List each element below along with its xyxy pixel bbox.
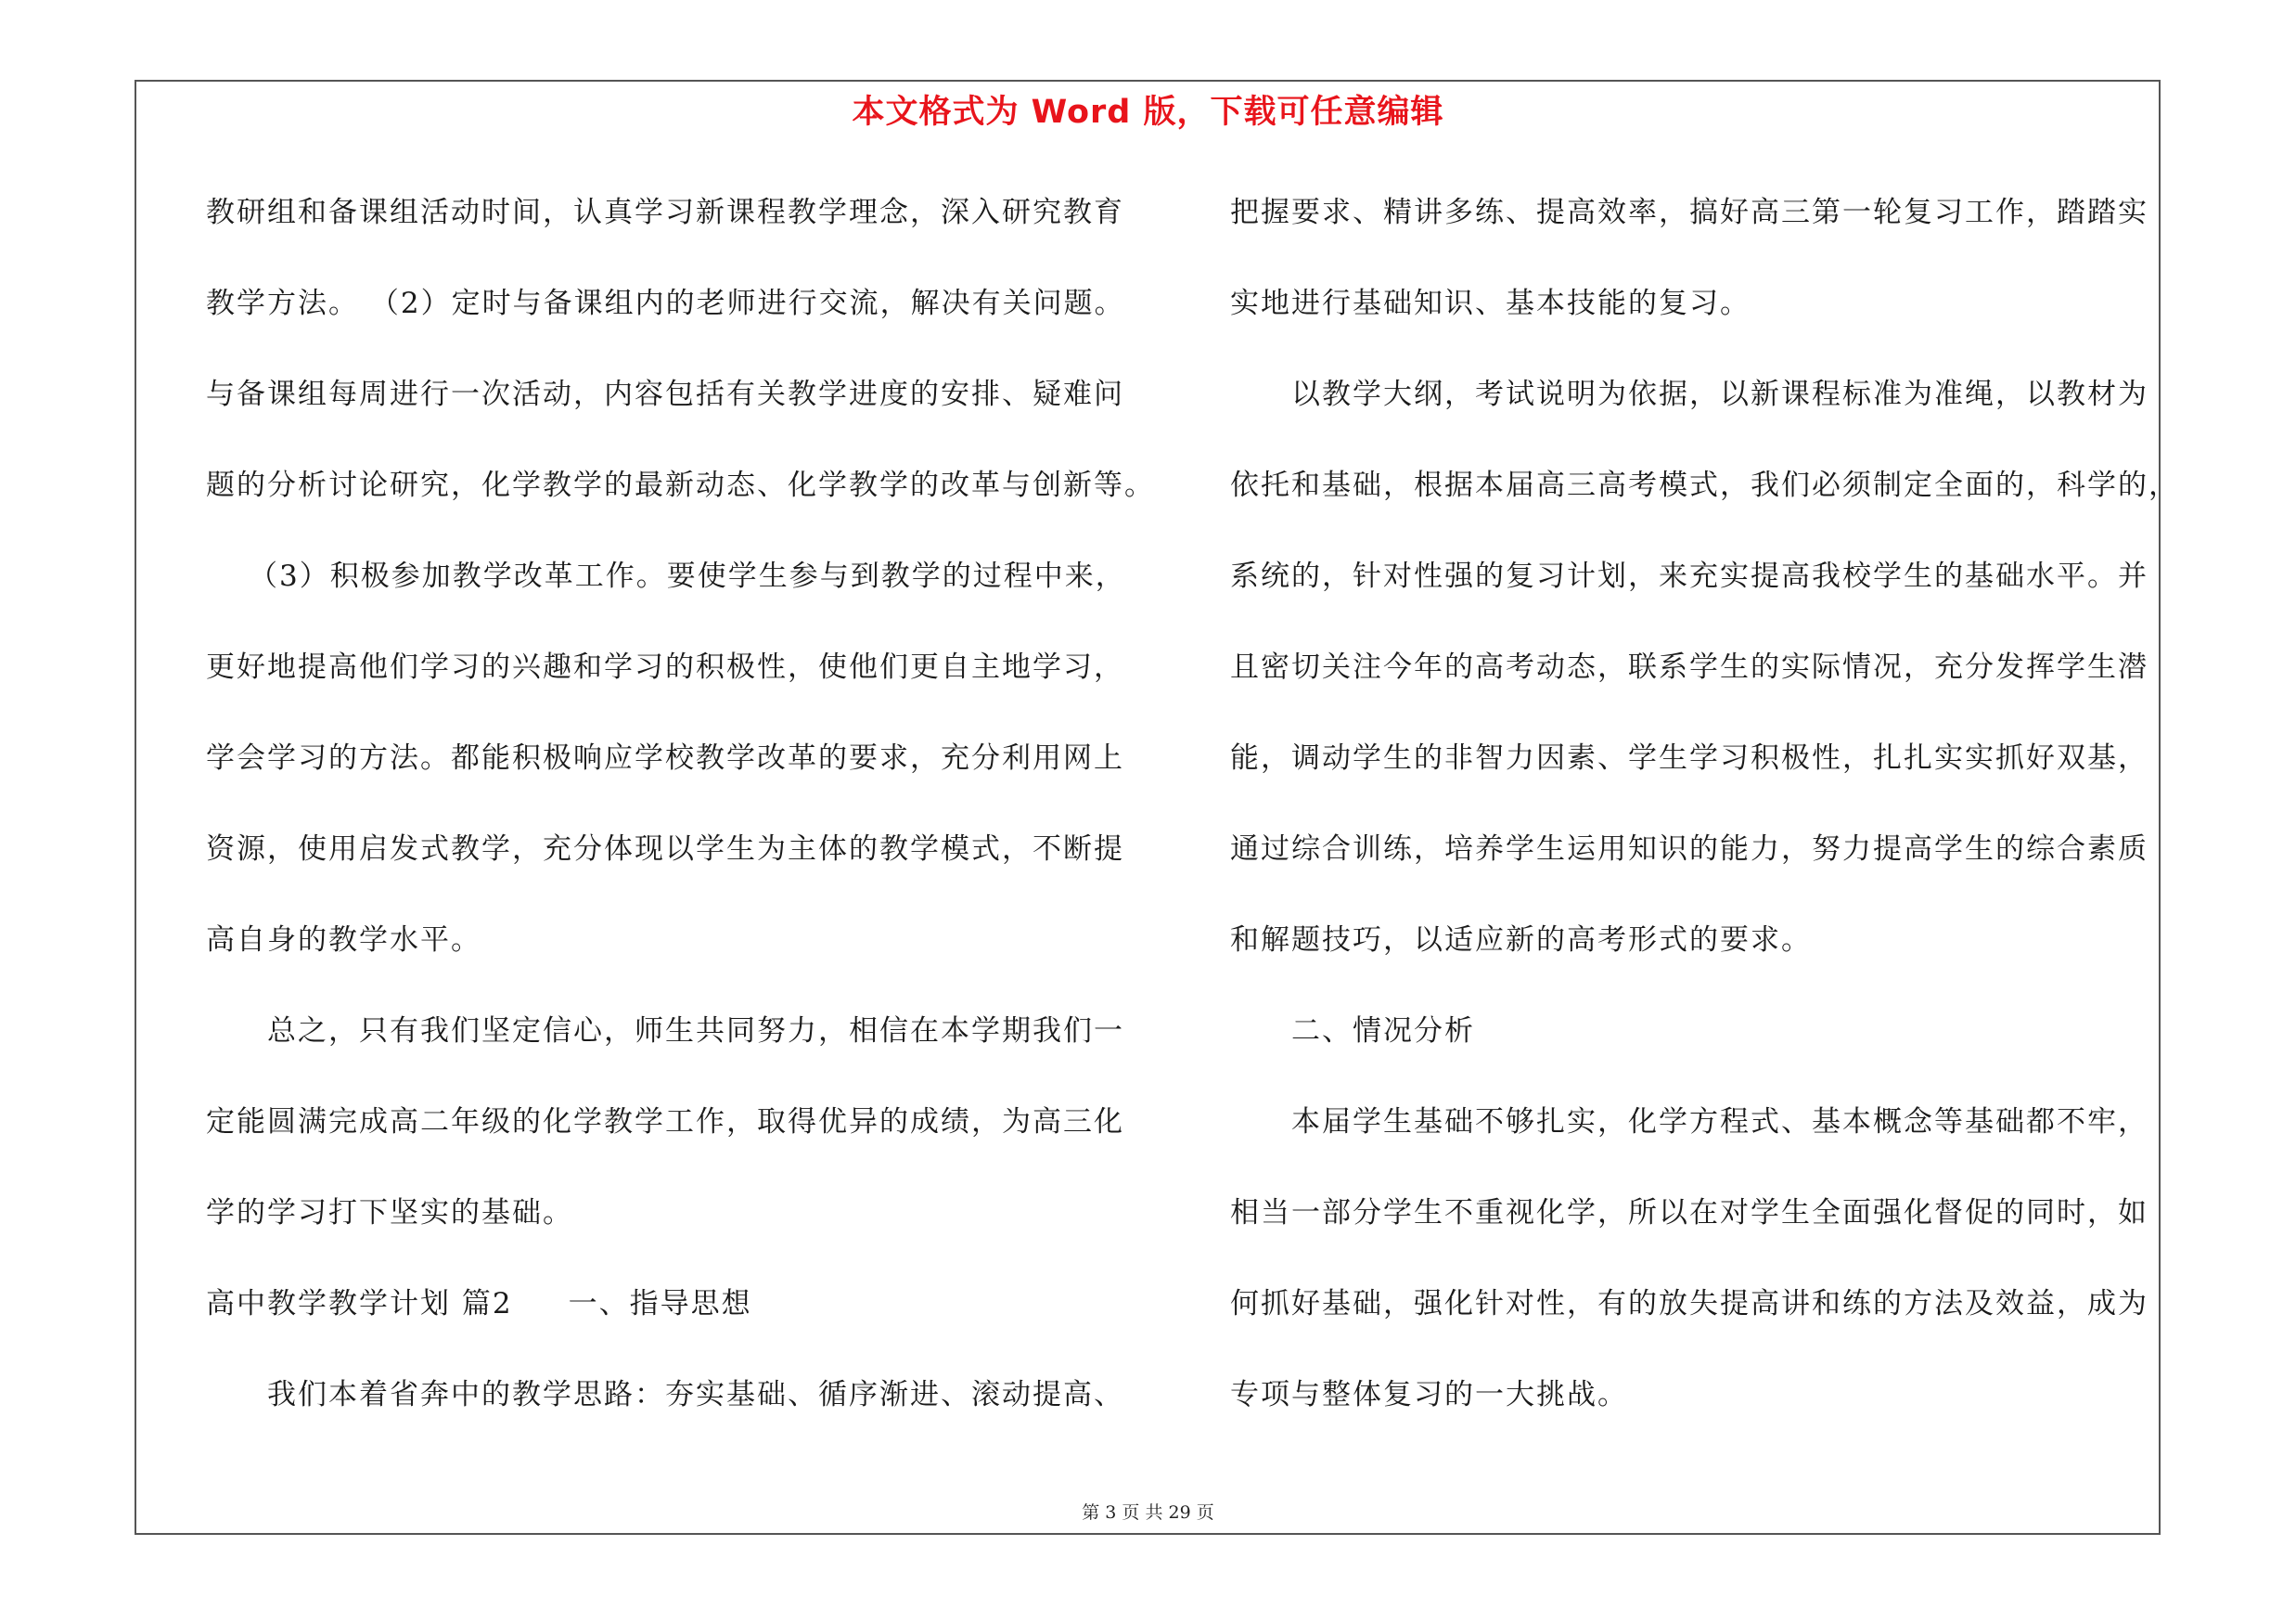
text-line: 专项与整体复习的一大挑战。 [1230, 1378, 1628, 1411]
section-subtitle: 一、指导思想 [568, 1287, 752, 1320]
text-line: 以教学大纲，考试说明为依据，以新课程标准为准绳，以教材为 [1291, 378, 2148, 411]
text-line: 能，调动学生的非智力因素、学生学习积极性，扎扎实实抓好双基， [1230, 741, 2148, 775]
text-line: （3）积极参加教学改革工作。要使学生参与到教学的过程中来， [249, 560, 1126, 593]
text-line: 且密切关注今年的高考动态，联系学生的实际情况，充分发挥学生潜 [1230, 650, 2148, 684]
section-heading: 二、情况分析 [1291, 1014, 1475, 1048]
text-line: 通过综合训练，培养学生运用知识的能力，努力提高学生的综合素质 [1230, 832, 2148, 866]
text-line: 我们本着省奔中的教学思路：夯实基础、循序渐进、滚动提高、 [267, 1378, 1124, 1411]
text-line: 学会学习的方法。都能积极响应学校教学改革的要求，充分利用网上 [206, 741, 1124, 775]
text-line: 定能圆满完成高二年级的化学教学工作，取得优异的成绩，为高三化 [206, 1105, 1124, 1139]
text-line: 题的分析讨论研究，化学教学的最新动态、化学教学的改革与创新等。 [206, 469, 1155, 502]
left-column [206, 184, 1155, 1457]
text-line: 相当一部分学生不重视化学，所以在对学生全面强化督促的同时，如 [1230, 1196, 2148, 1230]
page-number: 第 3 页 共 29 页 [1082, 1502, 1214, 1523]
text-line: 教学方法。 （2）定时与备课组内的老师进行交流，解决有关问题。 [206, 287, 1125, 320]
section-title: 高中教学教学计划 篇2 [206, 1287, 513, 1320]
text-line: 本届学生基础不够扎实，化学方程式、基本概念等基础都不牢， [1291, 1105, 2148, 1139]
text-line: 总之，只有我们坚定信心，师生共同努力，相信在本学期我们一 [267, 1014, 1124, 1048]
text-line: 高自身的教学水平。 [206, 923, 481, 957]
format-banner: 本文格式为 Word 版，下载可任意编辑 [852, 94, 1444, 131]
text-line: 与备课组每周进行一次活动，内容包括有关教学进度的安排、疑难问 [206, 378, 1124, 411]
section-heading [206, 1275, 1134, 1366]
text-line: 把握要求、精讲多练、提高效率，搞好高三第一轮复习工作，踏踏实 [1230, 196, 2148, 229]
text-line: 何抓好基础，强化针对性，有的放失提高讲和练的方法及效益，成为 [1230, 1287, 2148, 1320]
text-line: 教研组和备课组活动时间，认真学习新课程教学理念，深入研究教育 [206, 196, 1124, 229]
text-line: 和解题技巧，以适应新的高考形式的要求。 [1230, 923, 1812, 957]
text-line: 资源，使用启发式教学，充分体现以学生为主体的教学模式，不断提 [206, 832, 1124, 866]
text-line: 依托和基础，根据本届高三高考模式，我们必须制定全面的，科学的， [1230, 469, 2179, 502]
text-line: 学的学习打下坚实的基础。 [206, 1196, 573, 1230]
right-column [1230, 184, 2179, 1457]
text-line: 实地进行基础知识、基本技能的复习。 [1230, 287, 1751, 320]
text-line: 系统的，针对性强的复习计划，来充实提高我校学生的基础水平。并 [1230, 560, 2148, 593]
text-line: 更好地提高他们学习的兴趣和学习的积极性，使他们更自主地学习， [206, 650, 1124, 684]
